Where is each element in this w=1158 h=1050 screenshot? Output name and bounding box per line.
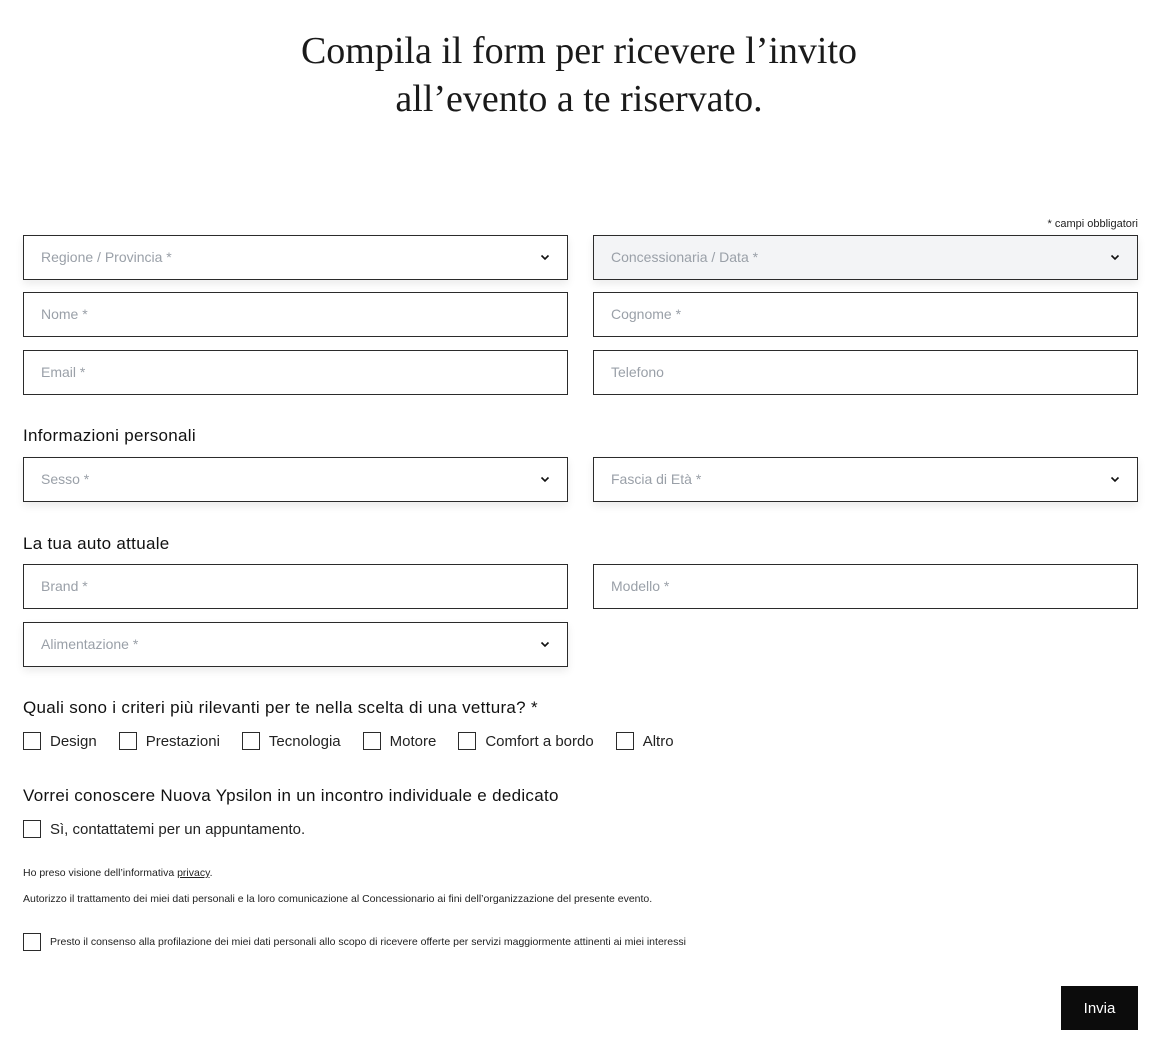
chevron-down-icon bbox=[1109, 473, 1121, 485]
cognome-input[interactable] bbox=[593, 292, 1138, 337]
concessionaria-select[interactable] bbox=[593, 235, 1138, 280]
regione-placeholder: Regione / Provincia * bbox=[41, 249, 172, 265]
checkbox[interactable] bbox=[458, 732, 476, 750]
privacy-suffix: . bbox=[209, 867, 213, 879]
brand-input[interactable] bbox=[23, 564, 568, 609]
regione-select[interactable] bbox=[23, 235, 568, 280]
privacy-prefix: Ho preso visione dell’informativa bbox=[23, 867, 178, 879]
criteria-label: Motore bbox=[389, 732, 437, 750]
checkbox[interactable] bbox=[242, 732, 260, 750]
meeting-option[interactable] bbox=[23, 820, 305, 838]
alimentazione-select[interactable] bbox=[23, 622, 568, 667]
nome-input[interactable] bbox=[23, 292, 568, 337]
email-input[interactable] bbox=[23, 350, 568, 395]
eta-select[interactable] bbox=[593, 457, 1138, 502]
checkbox[interactable] bbox=[23, 732, 41, 750]
criteria-label: Comfort a bordo bbox=[485, 732, 594, 750]
chevron-down-icon bbox=[539, 251, 551, 263]
checkbox[interactable] bbox=[363, 732, 381, 750]
email-placeholder: Email * bbox=[41, 364, 86, 380]
profiling-label: Presto il consenso alla profilazione dei miei dati personali allo scopo di ricevere offerte per servizi maggiormente attinenti ai miei interessi bbox=[50, 936, 686, 948]
criteria-checkbox-group bbox=[23, 731, 696, 751]
section-current-car: La tua auto attuale bbox=[23, 534, 170, 553]
section-criteria: Quali sono i criteri più rilevanti per te nella scelta di una vettura? * bbox=[23, 698, 538, 717]
checkbox[interactable] bbox=[23, 820, 41, 838]
checkbox[interactable] bbox=[616, 732, 634, 750]
required-fields-note: * campi obbligatori bbox=[1047, 218, 1138, 230]
checkbox[interactable] bbox=[23, 933, 41, 951]
brand-placeholder: Brand * bbox=[41, 578, 88, 594]
chevron-down-icon bbox=[1109, 251, 1121, 263]
concessionaria-placeholder: Concessionaria / Data * bbox=[611, 249, 759, 265]
modello-placeholder: Modello * bbox=[611, 578, 670, 594]
chevron-down-icon bbox=[539, 638, 551, 650]
section-personal-info: Informazioni personali bbox=[23, 426, 196, 445]
criteria-label: Tecnologia bbox=[268, 732, 341, 750]
criteria-option-prestazioni[interactable] bbox=[119, 732, 220, 750]
submit-button[interactable]: Invia bbox=[1061, 986, 1138, 1030]
checkbox[interactable] bbox=[119, 732, 137, 750]
sesso-placeholder: Sesso * bbox=[41, 471, 90, 487]
profiling-consent[interactable] bbox=[23, 933, 686, 951]
criteria-option-tecnologia[interactable] bbox=[242, 732, 341, 750]
privacy-link[interactable]: privacy bbox=[177, 867, 210, 879]
criteria-option-motore[interactable] bbox=[363, 732, 437, 750]
telefono-input[interactable] bbox=[593, 350, 1138, 395]
criteria-option-comfort[interactable] bbox=[458, 732, 593, 750]
modello-input[interactable] bbox=[593, 564, 1138, 609]
criteria-option-altro[interactable] bbox=[616, 732, 674, 750]
telefono-placeholder: Telefono bbox=[611, 364, 664, 380]
cognome-placeholder: Cognome * bbox=[611, 306, 682, 322]
sesso-select[interactable] bbox=[23, 457, 568, 502]
chevron-down-icon bbox=[539, 473, 551, 485]
criteria-label: Altro bbox=[642, 732, 674, 750]
title-line-1: Compila il form per ricevere l’invito bbox=[300, 30, 858, 73]
criteria-label: Prestazioni bbox=[145, 732, 220, 750]
criteria-label: Design bbox=[50, 732, 97, 750]
authorize-text: Autorizzo il trattamento dei miei dati personali e la loro comunicazione al Concessionario ai fini dell’organizzazione del presente evento. bbox=[23, 893, 653, 905]
criteria-option-design[interactable] bbox=[23, 732, 97, 750]
eta-placeholder: Fascia di Età * bbox=[611, 471, 702, 487]
title-line-2: all’evento a te riservato. bbox=[395, 78, 763, 121]
privacy-notice bbox=[23, 867, 212, 879]
nome-placeholder: Nome * bbox=[41, 306, 88, 322]
page-title bbox=[0, 27, 1158, 123]
alimentazione-placeholder: Alimentazione * bbox=[41, 636, 139, 652]
section-meeting: Vorrei conoscere Nuova Ypsilon in un incontro individuale e dedicato bbox=[23, 786, 559, 805]
meeting-label: Sì, contattatemi per un appuntamento. bbox=[50, 820, 306, 838]
